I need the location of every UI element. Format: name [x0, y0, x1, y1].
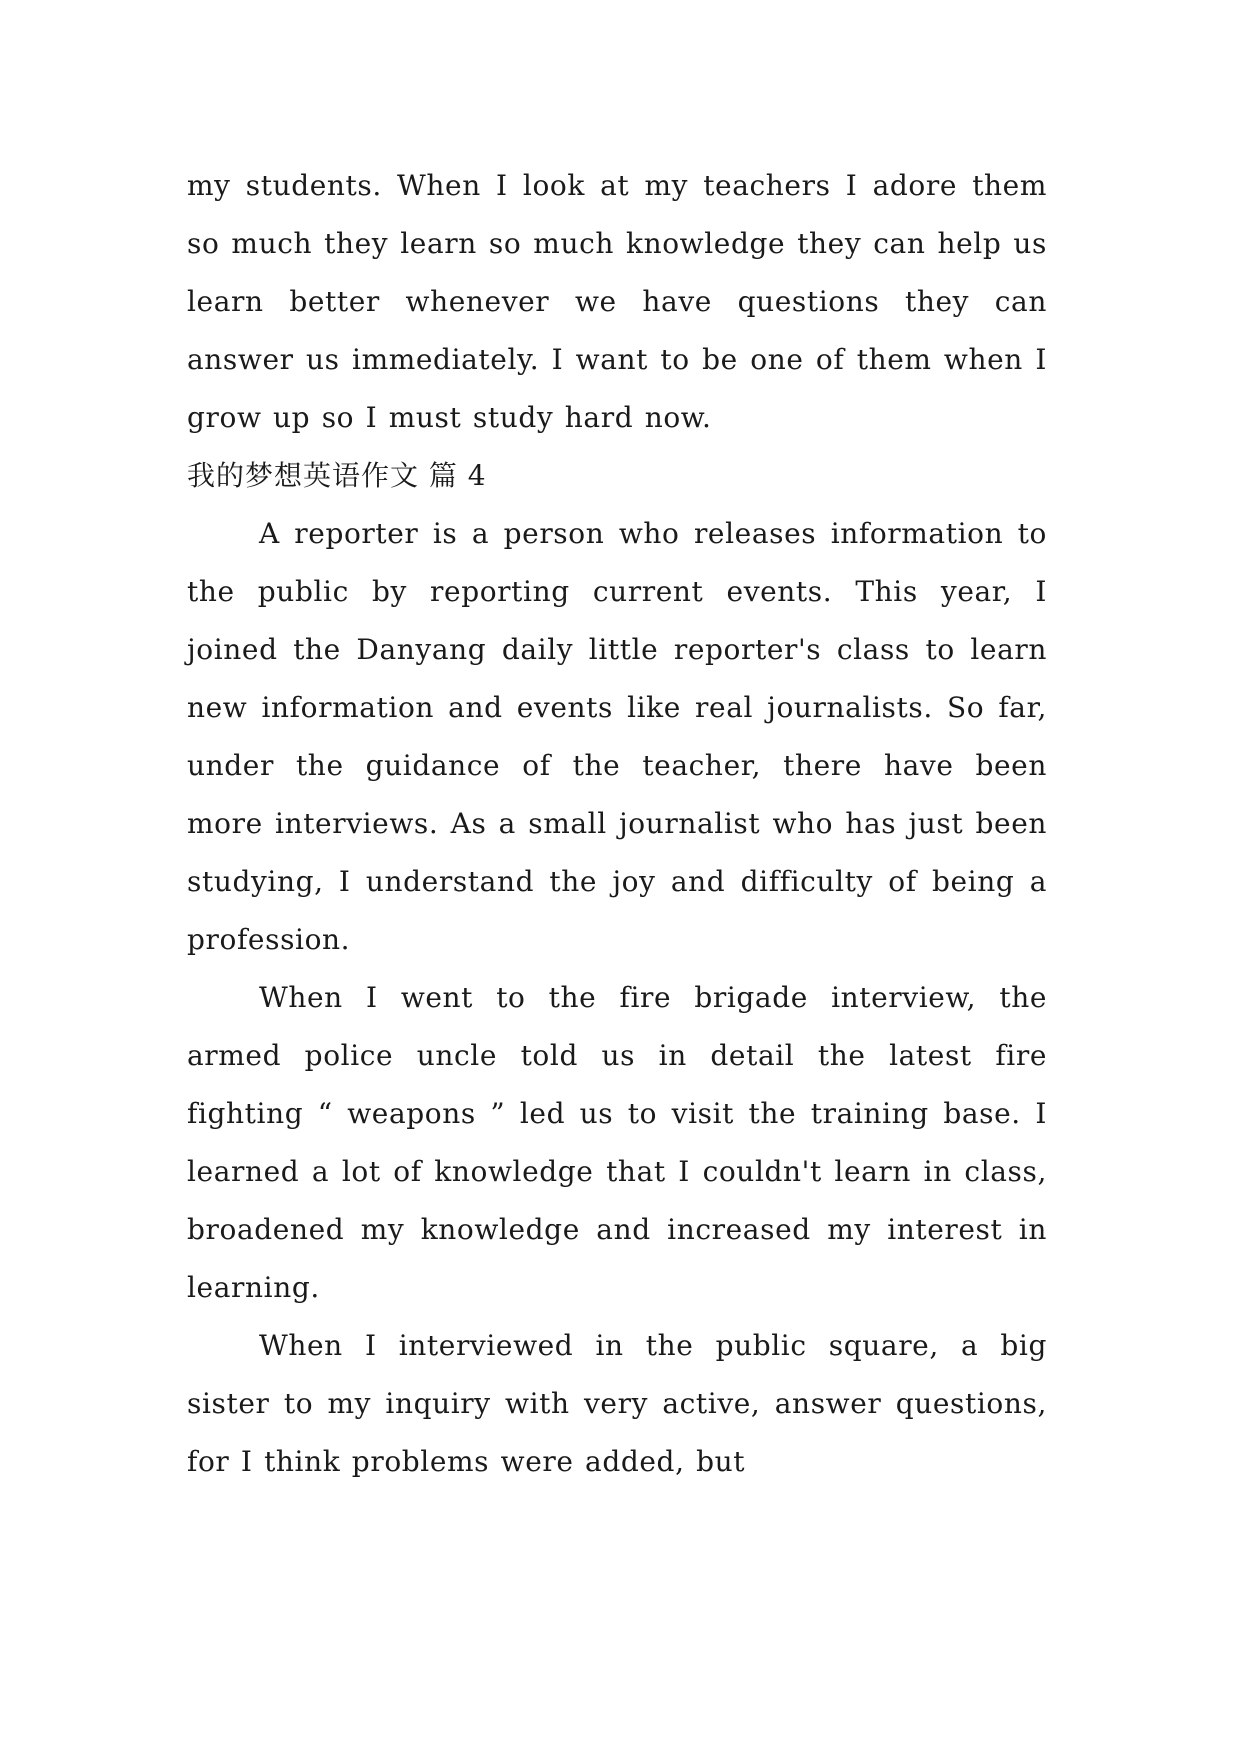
document-body: [187, 157, 1047, 1491]
section-heading: 我的梦想英语作文 篇 4: [187, 459, 487, 492]
continued-paragraph: my students. When I look at my teachers I adore them so much they learn so much knowledge they can help us learn better whenever we have questions they can answer us immediately. I want to be one of them when I grow up so I must study hard now.: [187, 169, 1047, 434]
paragraph-reporter-intro: A reporter is a person who releases information to the public by reporting current events. This year, I joined the Danyang daily little reporter's class to learn new information and events like real journalists. So far, under the guidance of the teacher, there have been more interviews. As a small journalist who has just been studying, I understand the joy and difficulty of being a profession.: [187, 517, 1047, 956]
paragraph-public-square: When I interviewed in the public square, a big sister to my inquiry with very active, answer questions, for I think problems were added, but: [187, 1329, 1047, 1478]
paragraph-fire-brigade: When I went to the fire brigade interview, the armed police uncle told us in detail the latest fire fighting “ weapons ” led us to visit the training base. I learned a lot of knowledge that I couldn't learn in class, broadened my knowledge and increased my interest in learning.: [187, 981, 1047, 1304]
